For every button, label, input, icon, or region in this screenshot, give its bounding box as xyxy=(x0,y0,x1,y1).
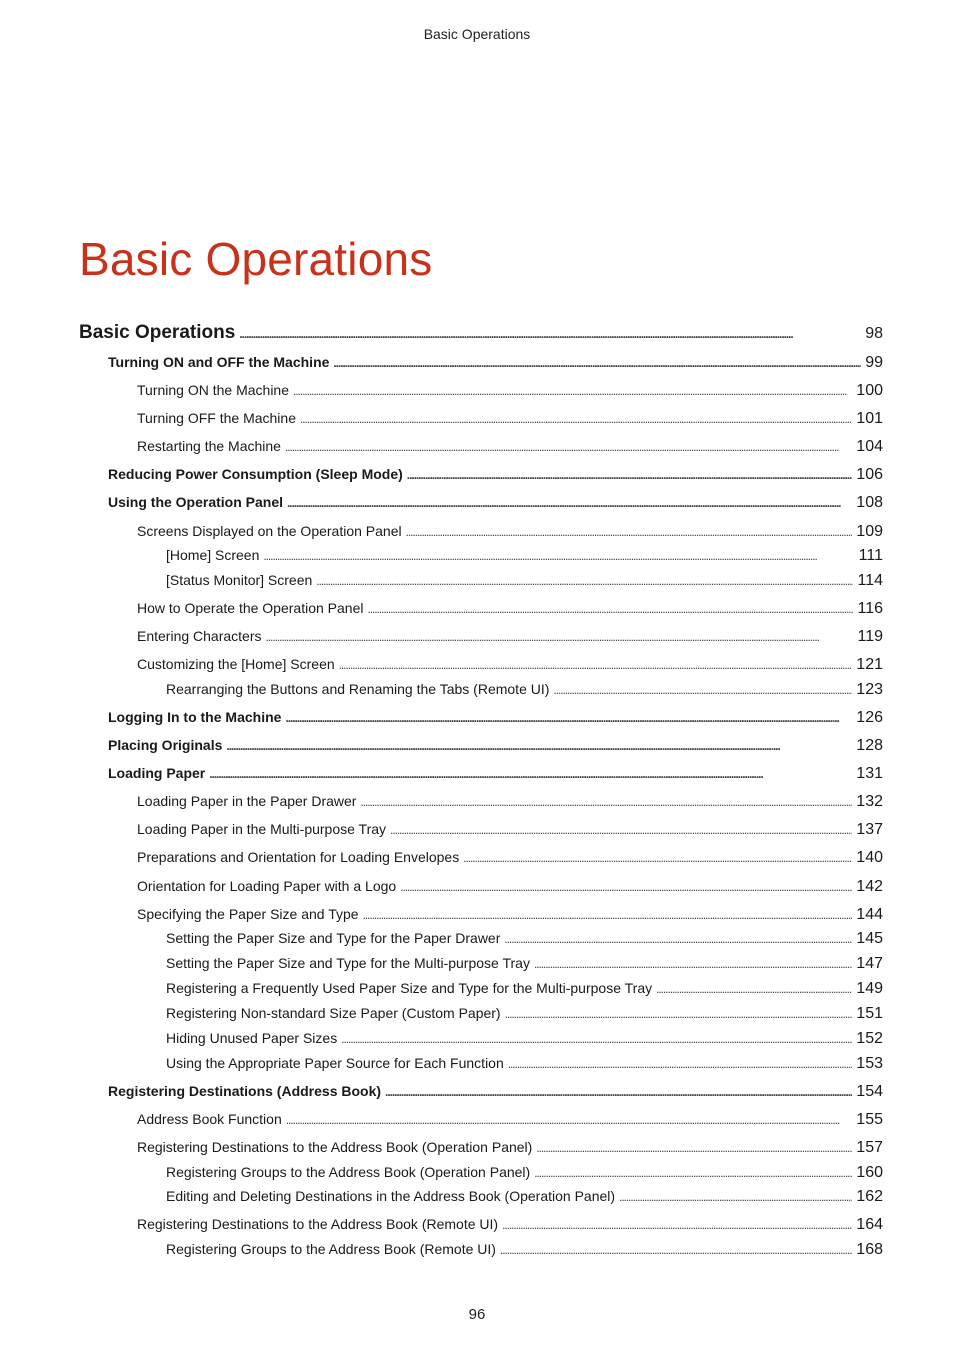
toc-entry[interactable] xyxy=(0,494,883,512)
toc-entry-page: 152 xyxy=(856,1030,883,1047)
toc-entry-page: 109 xyxy=(856,523,883,540)
toc-entry[interactable] xyxy=(0,821,883,839)
toc-entry-label: How to Operate the Operation Panel xyxy=(137,600,364,616)
toc-entry-page: 119 xyxy=(857,628,883,645)
toc-entry-label: Registering Destinations (Address Book) xyxy=(108,1083,382,1099)
toc-entry[interactable] xyxy=(0,382,883,400)
toc-entry-page: 132 xyxy=(856,793,883,810)
toc-entry-page: 168 xyxy=(856,1241,883,1258)
toc-entry[interactable] xyxy=(0,410,883,428)
toc-entry-page: 98 xyxy=(865,325,883,342)
toc-entry-page: 142 xyxy=(856,878,883,895)
toc-entry-label: Loading Paper in the Paper Drawer xyxy=(137,793,357,809)
dot-leader xyxy=(463,849,852,865)
toc-entry-page: 144 xyxy=(856,906,883,923)
toc-entry-label: Registering a Frequently Used Paper Size and Type for the Multi-purpose Tray xyxy=(166,980,653,996)
dot-leader xyxy=(534,955,852,971)
chapter-title: Basic Operations xyxy=(79,233,433,285)
toc-entry[interactable] xyxy=(0,547,883,565)
toc-entry[interactable] xyxy=(0,438,883,456)
dot-leader xyxy=(407,466,853,482)
toc-entry-page: 131 xyxy=(856,765,883,782)
toc-entry-label: Turning ON the Machine xyxy=(137,382,289,398)
dot-leader xyxy=(536,1139,852,1155)
toc-entry-page: 147 xyxy=(856,955,883,972)
toc-entry-label: Registering Groups to the Address Book (Operation Panel) xyxy=(166,1164,531,1180)
toc-entry[interactable] xyxy=(0,322,883,344)
dot-leader xyxy=(226,737,852,753)
toc-entry[interactable] xyxy=(0,656,883,674)
toc-entry-label: Placing Originals xyxy=(108,737,223,753)
toc-entry-label: Rearranging the Buttons and Renaming the Tabs (Remote UI) xyxy=(166,681,550,697)
toc-entry[interactable] xyxy=(0,1188,883,1206)
dot-leader xyxy=(286,1111,853,1127)
toc-entry-page: 162 xyxy=(856,1188,883,1205)
dot-leader xyxy=(285,709,852,725)
toc-entry[interactable] xyxy=(0,681,883,699)
toc-entry-page: 111 xyxy=(858,547,883,564)
toc-entry-label: Registering Non-standard Size Paper (Custom Paper) xyxy=(166,1005,501,1021)
toc-entry-page: 128 xyxy=(856,737,883,754)
toc-entry-label: Using the Appropriate Paper Source for Each Function xyxy=(166,1055,504,1071)
toc-entry-label: [Status Monitor] Screen xyxy=(166,572,313,588)
toc-entry-page: 104 xyxy=(856,438,883,455)
dot-leader xyxy=(406,523,853,539)
dot-leader xyxy=(502,1216,852,1232)
toc-entry-label: Specifying the Paper Size and Type xyxy=(137,906,359,922)
dot-leader xyxy=(505,1005,853,1021)
toc-entry[interactable] xyxy=(0,466,883,484)
toc-entry-label: Loading Paper xyxy=(108,765,206,781)
toc-entry-page: 100 xyxy=(856,382,883,399)
toc-entry-label: Basic Operations xyxy=(79,322,236,343)
dot-leader xyxy=(553,681,852,697)
toc-entry[interactable] xyxy=(0,1241,883,1259)
toc-entry[interactable] xyxy=(0,955,883,973)
dot-leader xyxy=(209,765,852,781)
toc-entry[interactable] xyxy=(0,878,883,896)
toc-entry[interactable] xyxy=(0,1005,883,1023)
dot-leader xyxy=(263,547,854,563)
toc-entry[interactable] xyxy=(0,737,883,755)
toc-entry-label: [Home] Screen xyxy=(166,547,260,563)
toc-entry[interactable] xyxy=(0,354,883,372)
dot-leader xyxy=(656,980,852,996)
toc-entry-page: 137 xyxy=(856,821,883,838)
dot-leader xyxy=(333,354,861,370)
dot-leader xyxy=(339,656,853,672)
dot-leader xyxy=(400,878,852,894)
running-header: Basic Operations xyxy=(423,26,531,42)
toc-entry-page: 106 xyxy=(856,466,883,483)
dot-leader xyxy=(390,821,852,837)
toc-entry-page: 108 xyxy=(856,494,883,511)
toc-entry-label: Screens Displayed on the Operation Panel xyxy=(137,523,402,539)
toc-entry[interactable] xyxy=(0,793,883,811)
toc-entry[interactable] xyxy=(0,765,883,783)
dot-leader xyxy=(363,906,853,922)
toc-entry[interactable] xyxy=(0,628,883,646)
toc-entry-label: Registering Destinations to the Address Book (Operation Panel) xyxy=(137,1139,533,1155)
toc-entry[interactable] xyxy=(0,930,883,948)
dot-leader xyxy=(500,1241,852,1257)
toc-entry[interactable] xyxy=(0,1164,883,1182)
toc-entry-page: 160 xyxy=(856,1164,883,1181)
toc-entry[interactable] xyxy=(0,849,883,867)
toc-entry-label: Entering Characters xyxy=(137,628,262,644)
toc-entry-page: 140 xyxy=(856,849,883,866)
toc-entry[interactable] xyxy=(0,980,883,998)
toc-entry-label: Orientation for Loading Paper with a Logo xyxy=(137,878,397,894)
toc-entry-page: 126 xyxy=(856,709,883,726)
toc-entry-page: 123 xyxy=(856,681,883,698)
dot-leader xyxy=(316,572,853,588)
dot-leader xyxy=(287,494,852,510)
dot-leader xyxy=(385,1083,852,1099)
dot-leader xyxy=(360,793,852,809)
toc-entry-label: Turning OFF the Machine xyxy=(137,410,296,426)
dot-leader xyxy=(285,438,852,454)
toc-entry-page: 145 xyxy=(856,930,883,947)
toc-entry-label: Hiding Unused Paper Sizes xyxy=(166,1030,338,1046)
page-number: 96 xyxy=(468,1306,486,1323)
toc-entry-label: Address Book Function xyxy=(137,1111,282,1127)
toc-entry-page: 99 xyxy=(865,354,883,371)
toc-entry-label: Restarting the Machine xyxy=(137,438,281,454)
toc-entry[interactable] xyxy=(0,1083,883,1101)
toc-entry[interactable] xyxy=(0,1139,883,1157)
dot-leader xyxy=(341,1030,852,1046)
dot-leader xyxy=(508,1055,853,1071)
toc-entry-label: Customizing the [Home] Screen xyxy=(137,656,335,672)
toc-entry-page: 101 xyxy=(856,410,883,427)
toc-entry-label: Registering Groups to the Address Book (Remote UI) xyxy=(166,1241,496,1257)
toc-entry[interactable] xyxy=(0,1030,883,1048)
dot-leader xyxy=(266,628,854,644)
toc-entry[interactable] xyxy=(0,600,883,618)
dot-leader xyxy=(367,600,853,616)
toc-entry-label: Registering Destinations to the Address Book (Remote UI) xyxy=(137,1216,499,1232)
toc-entry-label: Setting the Paper Size and Type for the Multi-purpose Tray xyxy=(166,955,530,971)
toc-entry-label: Using the Operation Panel xyxy=(108,494,284,510)
toc-entry-page: 151 xyxy=(856,1005,883,1022)
toc-entry[interactable] xyxy=(0,1216,883,1234)
toc-entry-page: 157 xyxy=(856,1139,883,1156)
toc-entry-page: 114 xyxy=(857,572,883,589)
dot-leader xyxy=(293,382,852,398)
toc-entry-page: 116 xyxy=(857,600,883,617)
toc-entry-page: 164 xyxy=(856,1216,883,1233)
toc-entry-label: Turning ON and OFF the Machine xyxy=(108,354,330,370)
toc-entry[interactable] xyxy=(0,709,883,727)
toc-entry-page: 154 xyxy=(856,1083,883,1100)
toc-entry-label: Reducing Power Consumption (Sleep Mode) xyxy=(108,466,403,482)
toc-entry-label: Preparations and Orientation for Loading Envelopes xyxy=(137,849,460,865)
toc-entry-label: Loading Paper in the Multi-purpose Tray xyxy=(137,821,387,837)
dot-leader xyxy=(619,1188,852,1204)
dot-leader xyxy=(300,410,852,426)
toc-entry[interactable] xyxy=(0,906,883,924)
toc-entry[interactable] xyxy=(0,572,883,590)
dot-leader xyxy=(239,322,861,344)
toc-entry[interactable] xyxy=(0,1111,883,1129)
toc-entry-page: 155 xyxy=(856,1111,883,1128)
dot-leader xyxy=(534,1164,852,1180)
toc-entry[interactable] xyxy=(0,523,883,541)
toc-entry-label: Setting the Paper Size and Type for the Paper Drawer xyxy=(166,930,501,946)
toc-entry-page: 149 xyxy=(856,980,883,997)
toc-entry-label: Logging In to the Machine xyxy=(108,709,282,725)
toc-entry[interactable] xyxy=(0,1055,883,1073)
toc-entry-page: 121 xyxy=(856,656,883,673)
dot-leader xyxy=(504,930,852,946)
toc-entry-page: 153 xyxy=(856,1055,883,1072)
toc-entry-label: Editing and Deleting Destinations in the Address Book (Operation Panel) xyxy=(166,1188,616,1204)
